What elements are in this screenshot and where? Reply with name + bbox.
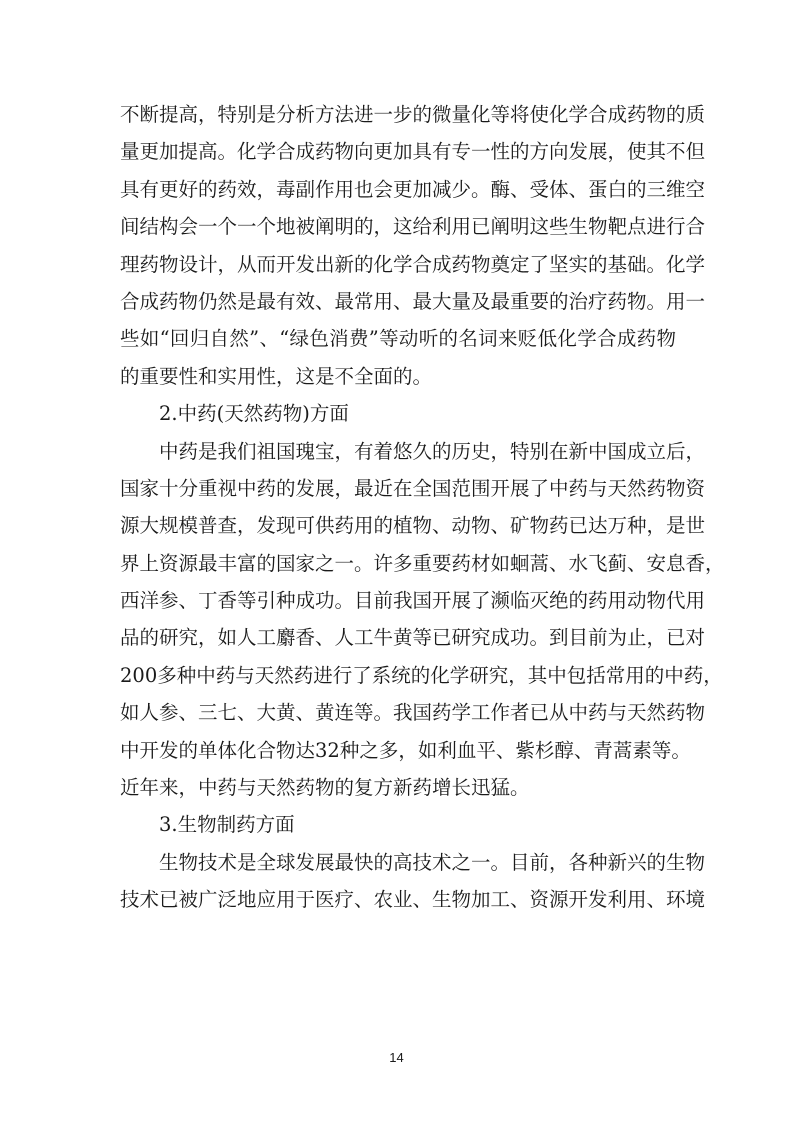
text-line: 理药物设计，从而开发出新的化学合成药物奠定了坚实的基础。化学 (120, 252, 706, 276)
text-line: 如人参、三七、大黄、黄连等。我国药学工作者已从中药与天然药物 (120, 701, 706, 725)
section-heading-3: 3.生物制药方面 (159, 813, 295, 837)
text-line: 西洋参、丁香等引种成功。目前我国开展了濒临灭绝的药用动物代用 (120, 589, 706, 613)
text-line: 生物技术是全球发展最快的高技术之一。目前，各种新兴的生物 (159, 850, 706, 874)
text-line: 技术已被广泛地应用于医疗、农业、生物加工、资源开发利用、环境 (120, 888, 706, 912)
text-line: 的重要性和实用性，这是不全面的。 (120, 364, 433, 388)
text-line: 合成药物仍然是最有效、最常用、最大量及最重要的治疗药物。用一 (120, 289, 706, 313)
document-body (120, 96, 725, 919)
page-number: 14 (389, 1050, 404, 1065)
paragraph-3 (120, 844, 706, 919)
text-line: 具有更好的药效，毒副作用也会更加减少。酶、受体、蛋白的三维空 (120, 177, 706, 201)
text-line: 不断提高，特别是分析方法进一步的微量化等将使化学合成药物的质 (120, 103, 706, 126)
text-line: 中开发的单体化合物达32种之多，如利血平、紫杉醇、青蒿素等。 (120, 738, 691, 762)
text-line: 些如“回归自然”、“绿色消费”等动听的名词来贬低化学合成药物 (120, 327, 676, 351)
text-line: 品的研究，如人工麝香、人工牛黄等已研究成功。到目前为止，已对 (120, 626, 706, 650)
text-line: 量更加提高。化学合成药物向更加具有专一性的方向发展，使其不但 (120, 140, 706, 164)
text-line: 近年来，中药与天然药物的复方新药增长迅猛。 (120, 776, 530, 800)
text-line: 界上资源最丰富的国家之一。许多重要药材如蛔蒿、水飞蓟、安息香， (120, 551, 725, 575)
text-line: 源大规模普查，发现可供药用的植物、动物、矿物药已达万种，是世 (120, 514, 706, 538)
text-line: 间结构会一个一个地被阐明的，这给利用已阐明这些生物靶点进行合 (120, 215, 706, 239)
text-line: 国家十分重视中药的发展，最近在全国范围开展了中药与天然药物资 (120, 476, 706, 500)
paragraph-2 (120, 433, 725, 807)
paragraph-1 (120, 96, 706, 395)
text-line: 200多种中药与天然药进行了系统的化学研究，其中包括常用的中药， (120, 663, 723, 687)
section-heading-2: 2.中药(天然药物)方面 (159, 402, 349, 426)
text-line: 中药是我们祖国瑰宝，有着悠久的历史，特别在新中国成立后， (159, 439, 706, 463)
